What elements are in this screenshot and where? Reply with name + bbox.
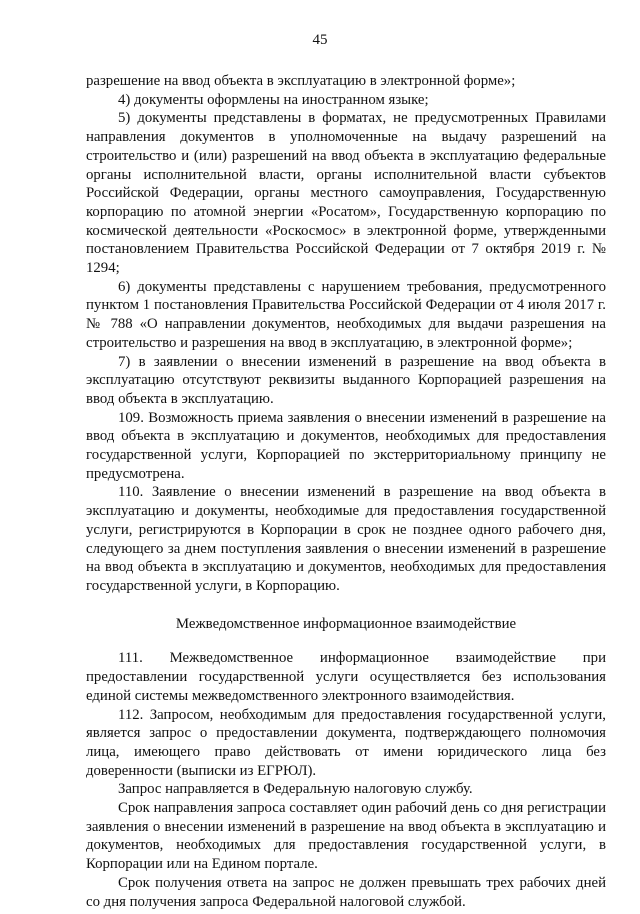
clause-112: 112. Запросом, необходимым для предоставления государственной услуги, является запрос о предоставлении документа, подтверждающего полномочия лица, имеющего право действовать от имени юридического лица без доверенности (выписки из ЕГРЮЛ).	[86, 706, 606, 779]
list-item-4: 4) документы оформлены на иностранном языке;	[118, 91, 429, 108]
request-recipient: Запрос направляется в Федеральную налоговую службу.	[118, 781, 473, 798]
clause-111: 111. Межведомственное информационное взаимодействие при предоставлении государственной услуги осуществляется без использования единой системы межведомственного электронного взаимодействия.	[86, 650, 606, 704]
page-number: 45	[312, 32, 328, 48]
clause-110: 110. Заявление о внесении изменений в разрешение на ввод объекта в эксплуатацию и документы, необходимые для предоставления государственной услуги, регистрируются в Корпорации в срок не позднее одного рабочего дня, следующего за днем поступления заявления о внесении изменений в разрешение на ввод объекта в эксплуатацию и документов, необходимых для предоставления государственной услуги, в Корпорацию.	[86, 484, 606, 594]
list-item-7: 7) в заявлении о внесении изменений в разрешение на ввод объекта в эксплуатацию отсутствуют реквизиты выданного Корпорацией разрешения на ввод объекта в эксплуатацию.	[86, 353, 606, 407]
response-deadline: Срок получения ответа на запрос не должен превышать трех рабочих дней со дня получения запроса Федеральной налоговой службой.	[86, 874, 606, 910]
section-heading: Межведомственное информационное взаимодействие	[175, 615, 517, 632]
paragraph-continuation: разрешение на ввод объекта в эксплуатацию в электронной форме»;	[86, 73, 516, 89]
list-item-5: 5) документы представлены в форматах, не предусмотренных Правилами направления документов в уполномоченные на выдачу разрешений на строительство и (или) разрешений на ввод объекта в эксплуатацию федеральные органы исполнительной власти, органы исполнительной власти субъектов Российской Федерации, органы местного самоуправления, Государственную корпорацию по атомной энергии «Росатом», Государственную корпорацию по космической деятельности «Роскосмос» в электронной форме, утвержденными постановлением Правительства Российской Федерации от 7 октября 2019 г. № 1294;	[86, 110, 606, 277]
clause-109: 109. Возможность приема заявления о внесении изменений в разрешение на ввод объекта в эксплуатацию и документов, необходимых для предоставления государственной услуги, Корпорацией по экстерриториальному принципу не предусмотрена.	[86, 409, 606, 482]
document-body	[86, 72, 606, 911]
list-item-6: 6) документы представлены с нарушением требования, предусмотренного пунктом 1 постановления Правительства Российской Федерации от 4 июля 2017 г. № 788 «О направлении документов, необходимых для выдачи разрешения на строительство и разрешения на ввод в эксплуатацию, в электронной форме»;	[86, 278, 606, 351]
request-deadline: Срок направления запроса составляет один рабочий день со дня регистрации заявления о внесении изменений в разрешение на ввод объекта в эксплуатацию и документов, необходимых для предоставления государственной услуги, в Корпорации или на Едином портале.	[86, 800, 606, 873]
